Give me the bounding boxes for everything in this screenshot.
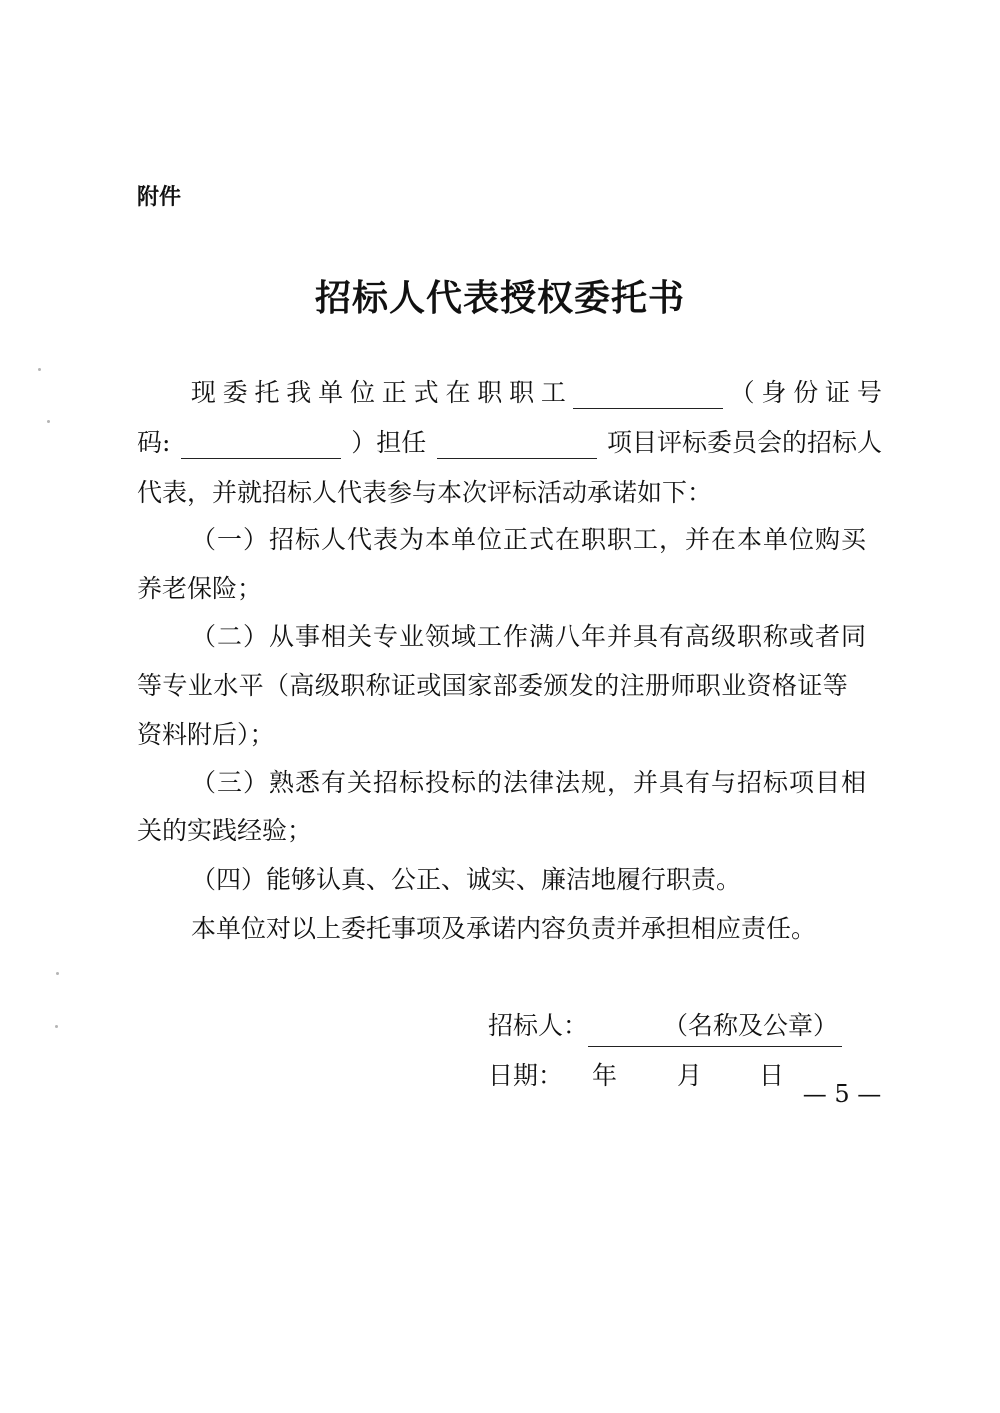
- text-char: 在: [445, 378, 471, 407]
- scan-speck: [56, 972, 59, 975]
- tenderer-signature-row: [488, 1006, 842, 1047]
- text-char: 证: [825, 378, 851, 407]
- commitment-text: （三）熟悉有关招标投标的法律法规，并具有与招标项目相: [191, 768, 868, 797]
- closing-statement: [137, 904, 882, 954]
- text-segment: ）担任: [351, 428, 427, 457]
- document-title: 招标人代表授权委托书: [314, 277, 685, 319]
- paragraph-line: [137, 418, 882, 468]
- commitment-text: （四）能够认真、公正、诚实、廉洁地履行职责。: [191, 865, 742, 894]
- scan-speck: [47, 420, 50, 423]
- date-label: 日期：: [488, 1061, 564, 1090]
- id-number-blank[interactable]: [181, 428, 341, 459]
- text-char: 托: [254, 378, 280, 407]
- text-char: 工: [540, 378, 566, 407]
- date-row: [488, 1056, 784, 1096]
- text-char: 身: [761, 378, 787, 407]
- text-char: 份: [793, 378, 819, 407]
- text-segment: 码:: [137, 428, 171, 457]
- commitment-item-line: 等专业水平（高级职称证或国家部委颁发的注册师职业资格证等: [137, 671, 849, 700]
- text-char: 单: [318, 378, 344, 407]
- text-char: 职: [477, 378, 503, 407]
- text-segment: 项目评标委员会的招标人: [606, 428, 882, 457]
- day-label: 日: [759, 1061, 785, 1090]
- commitment-item-line: 养老保险；: [137, 574, 263, 603]
- scan-speck: [38, 368, 41, 371]
- closing-text: 本单位对以上委托事项及承诺内容负责并承担相应责任。: [191, 914, 817, 943]
- scan-speck: [55, 1025, 58, 1028]
- paragraph-line: [137, 368, 882, 418]
- commitment-item-line: 关的实践经验；: [137, 816, 313, 845]
- employee-name-blank[interactable]: [573, 378, 723, 409]
- text-char: 委: [222, 378, 248, 407]
- page-number: — 5 —: [802, 1080, 882, 1108]
- commitment-text: （一）招标人代表为本单位正式在职职工，并在本单位购买: [191, 525, 868, 554]
- text-char: 职: [509, 378, 535, 407]
- commitment-text: （二）从事相关专业领域工作满八年并具有高级职称或者同: [191, 622, 868, 651]
- text-char: 现: [190, 378, 216, 407]
- project-name-blank[interactable]: [437, 428, 597, 459]
- text-char: 正: [381, 378, 407, 407]
- text-char: 式: [413, 378, 439, 407]
- month-label: 月: [677, 1061, 703, 1090]
- seal-hint: （名称及公章）: [663, 1011, 839, 1040]
- commitment-item-line: [137, 758, 882, 808]
- year-label: 年: [592, 1061, 618, 1090]
- text-char: （: [729, 378, 755, 407]
- tenderer-label: 招标人：: [488, 1011, 589, 1040]
- paragraph-line: 代表，并就招标人代表参与本次评标活动承诺如下：: [137, 478, 713, 507]
- commitment-item-line: [137, 855, 882, 905]
- attachment-label: 附件: [137, 185, 182, 210]
- commitment-item-line: [137, 612, 882, 662]
- text-char: 号: [856, 378, 882, 407]
- commitment-item-line: [137, 515, 882, 565]
- commitment-item-line: 资料附后）；: [137, 720, 275, 749]
- tenderer-seal-field[interactable]: [588, 1006, 842, 1047]
- text-char: 位: [349, 378, 375, 407]
- text-char: 我: [286, 378, 312, 407]
